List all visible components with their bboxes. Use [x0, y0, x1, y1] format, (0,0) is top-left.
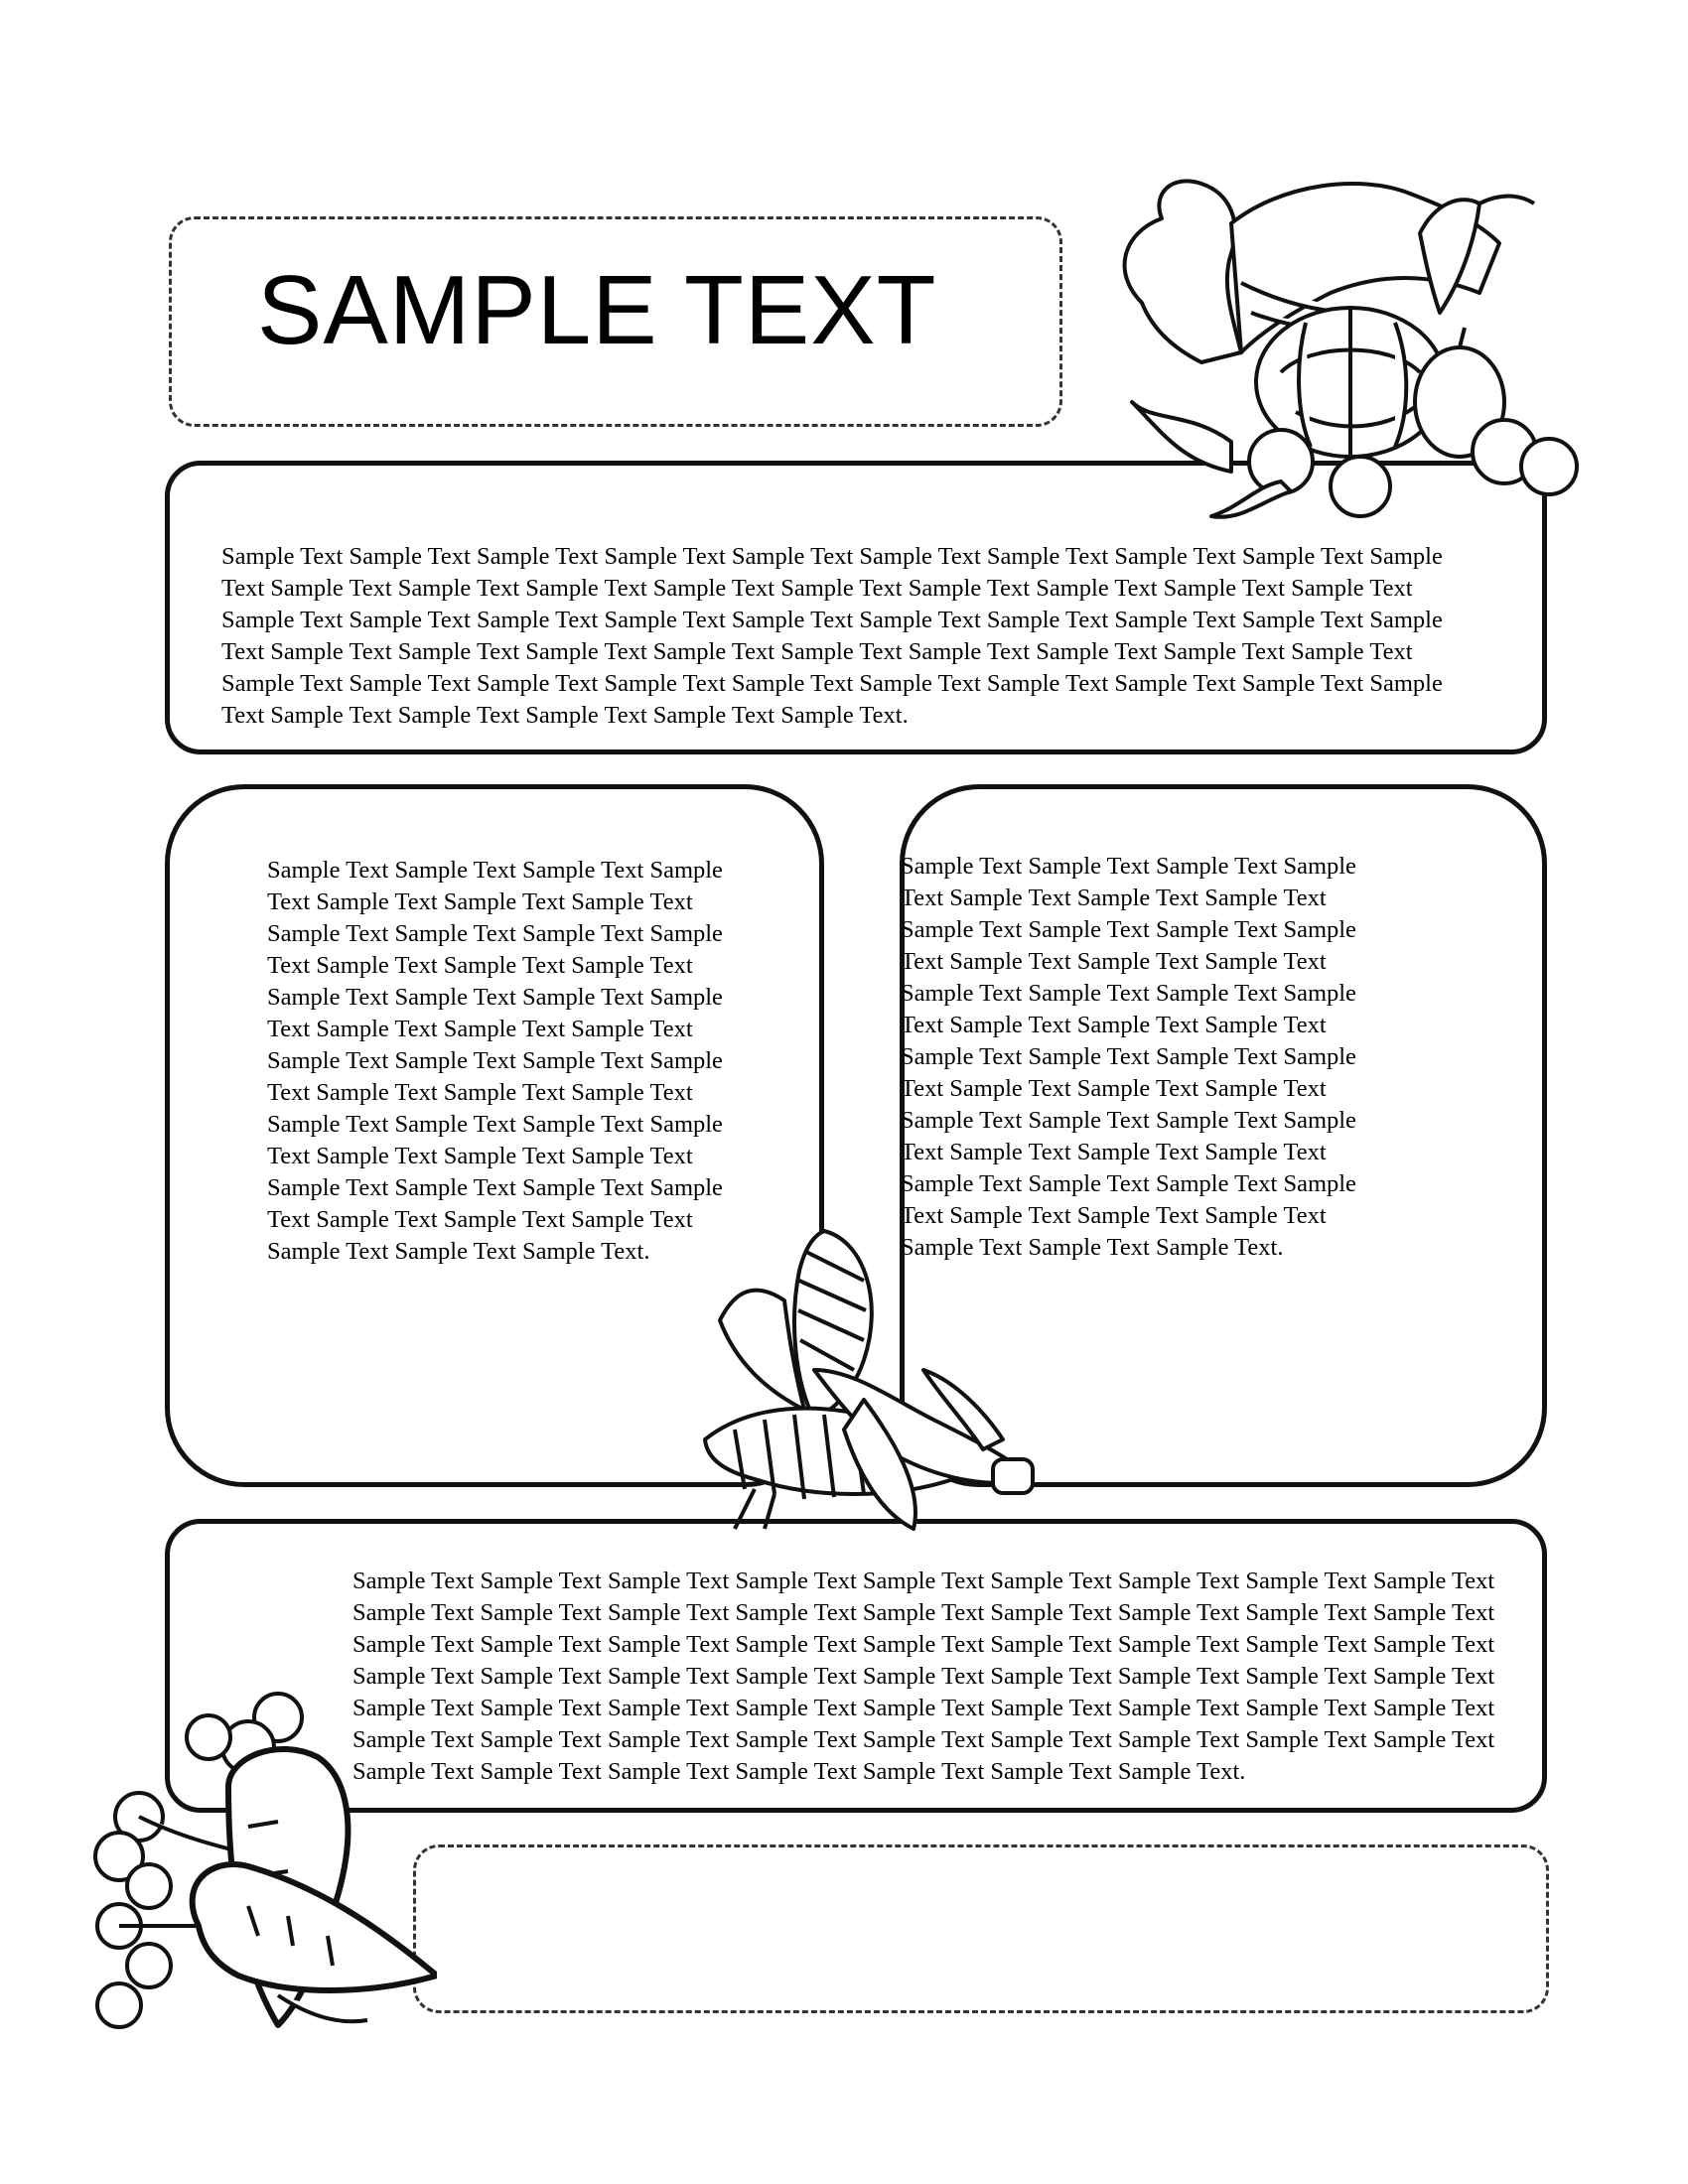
top-paragraph: Sample Text Sample Text Sample Text Sample Text Sample Text Sample Text Sample Text Sample Text Sample Text Sample Text Sample Text Sample Text Sample Text Sample Text Sample Text Sample Text Sample Text Sample Text Sample Text Sample Text Sample Text Sample Text Sample Text Sample Text Sample Text Sample Text Sample Text Sample Text Sample Text Sample Text Sample Text Sample Text Sample Text Sample Text Sample Text Sample Text Sample Text Sample Text Sample Text Sample Text Sample Text Sample Text Sample Text Sample Text Sample Text Sample Text Sample Text Sample Text Sample Text Sample Text Sample Text Sample Text Sample Text. [221, 543, 1443, 729]
corn-icon [695, 1211, 1072, 1549]
left-column-text: Sample Text Sample Text Sample Text Sample Text Sample Text Sample Text Sample Text Sample Text Sample Text Sample Text Sample Text Sample Text Sample Text Sample Text Sample Text Sample Text Sample Text Sample Text Sample Text Sample Text Sample Text Sample Text Sample Text Sample Text Sample Text Sample Text Sample Text Sample Text Sample Text Sample Text Sample Text Sample Text Sample Text Sample Text Sample Text Sample Text Sample Text Sample Text Sample Text Sample Text Sample Text Sample Text Sample Text Sample Text Sample Text. [267, 857, 723, 1265]
footer-box [413, 1844, 1549, 2013]
title-box [169, 216, 1062, 427]
carrot-icon [79, 1678, 437, 2065]
page-title: SAMPLE TEXT [257, 255, 937, 364]
cornucopia-icon [1082, 164, 1599, 531]
right-column-text: Sample Text Sample Text Sample Text Sample Text Sample Text Sample Text Sample Text Sample Text Sample Text Sample Text Sample Text Sample Text Sample Text Sample Text Sample Text Sample Text Sample Text Sample Text Sample Text Sample Text Sample Text Sample Text Sample Text Sample Text Sample Text Sample Text Sample Text Sample Text Sample Text Sample Text Sample Text Sample Text Sample Text Sample Text Sample Text Sample Text Sample Text Sample Text Sample Text Sample Text Sample Text Sample Text Sample Text Sample Text Sample Text. [901, 853, 1356, 1261]
bottom-paragraph: Sample Text Sample Text Sample Text Sample Text Sample Text Sample Text Sample Text Sample Text Sample Text Sample Text Sample Text Sample Text Sample Text Sample Text Sample Text Sample Text Sample Text Sample Text Sample Text Sample Text Sample Text Sample Text Sample Text Sample Text Sample Text Sample Text Sample Text Sample Text Sample Text Sample Text Sample Text Sample Text Sample Text Sample Text Sample Text Sample Text Sample Text Sample Text Sample Text Sample Text Sample Text Sample Text Sample Text Sample Text Sample Text Sample Text Sample Text Sample Text Sample Text Sample Text Sample Text Sample Text Sample Text Sample Text Sample Text Sample Text Sample Text Sample Text Sample Text Sample Text Sample Text. [352, 1568, 1495, 1785]
